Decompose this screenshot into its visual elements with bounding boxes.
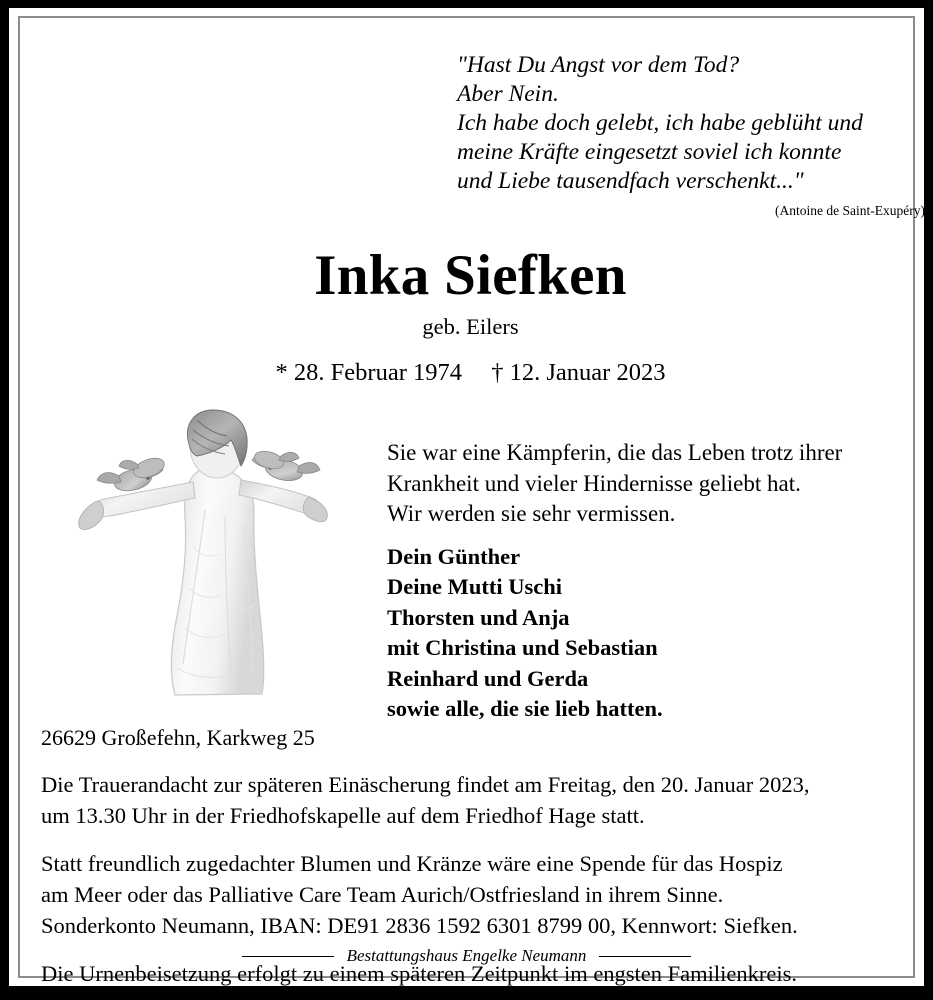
family-member: Thorsten und Anja <box>387 604 570 630</box>
memorial-text-block <box>387 438 927 725</box>
death-symbol: † <box>491 359 504 386</box>
memorial-line: Krankheit und vieler Hindernisse geliebt hat. <box>387 470 801 496</box>
donation-details <box>41 848 924 941</box>
address: 26629 Großefehn, Karkweg 25 <box>41 725 315 750</box>
service-details <box>41 769 924 831</box>
angel-figurine-icon <box>65 406 355 716</box>
memorial-line: Sie war eine Kämpferin, die das Leben trotz ihrer <box>387 440 843 465</box>
deceased-name-block <box>20 244 913 388</box>
funeral-home-name: Bestattungshaus Engelke Neumann <box>346 946 587 965</box>
footer-rule-left <box>242 956 334 957</box>
family-member: Deine Mutti Uschi <box>387 574 562 599</box>
birth-date: 28. Februar 1974 <box>293 359 462 386</box>
donation-line: am Meer oder das Palliative Care Team Aurich/Ostfriesland in ihrem Sinne. <box>41 882 724 907</box>
family-member: mit Christina und Sebastian <box>387 635 658 660</box>
birth-symbol: * <box>275 359 288 386</box>
quote-line: und Liebe tausendfach verschenkt..." <box>457 168 804 194</box>
family-member: Reinhard und Gerda <box>387 665 589 691</box>
family-member: sowie alle, die sie lieb hatten. <box>387 696 663 721</box>
memorial-line: Wir werden sie sehr vermissen. <box>387 501 676 526</box>
memorial-quote <box>457 51 927 219</box>
figurine-robe <box>171 468 263 695</box>
donation-line: Statt freundlich zugedachter Blumen und Kränze wäre eine Spende für das Hospiz <box>41 851 783 876</box>
footer <box>20 946 913 966</box>
notice-margin <box>9 8 924 986</box>
quote-line: meine Kräfte eingesetzt soviel ich konnte <box>457 139 842 165</box>
footer-rule-right <box>599 956 691 957</box>
figurine-left-hand <box>79 501 104 529</box>
quote-line: "Hast Du Angst vor dem Tod? <box>457 52 740 78</box>
notice-border-frame <box>18 16 925 986</box>
quote-line: Aber Nein. <box>457 81 559 107</box>
deceased-name: Inka Siefken <box>314 244 627 307</box>
quote-attribution: (Antoine de Saint-Exupéry) <box>775 203 925 218</box>
figurine-right-hand <box>303 497 327 522</box>
quote-line: Ich habe doch gelebt, ich habe geblüht und <box>457 110 863 136</box>
service-line: um 13.30 Uhr in der Friedhofskapelle auf dem Friedhof Hage statt. <box>41 803 645 828</box>
interment-line: Die Urnenbeisetzung erfolgt zu einem späteren Zeitpunkt im engsten Familienkreis. <box>41 961 798 986</box>
family-list <box>387 542 927 725</box>
donation-account-line: Sonderkonto Neumann, IBAN: DE91 2836 1592 6301 8799 00, Kennwort: Siefken. <box>41 913 798 938</box>
family-member: Dein Günther <box>387 543 521 569</box>
death-date: 12. Januar 2023 <box>509 359 666 386</box>
notice-content <box>20 18 925 986</box>
maiden-name: geb. Eilers <box>422 314 519 339</box>
life-dates <box>28 358 913 388</box>
angel-figurine-image <box>65 406 355 716</box>
service-line: Die Trauerandacht zur späteren Einäscherung findet am Freitag, den 20. Januar 2023, <box>41 772 810 797</box>
